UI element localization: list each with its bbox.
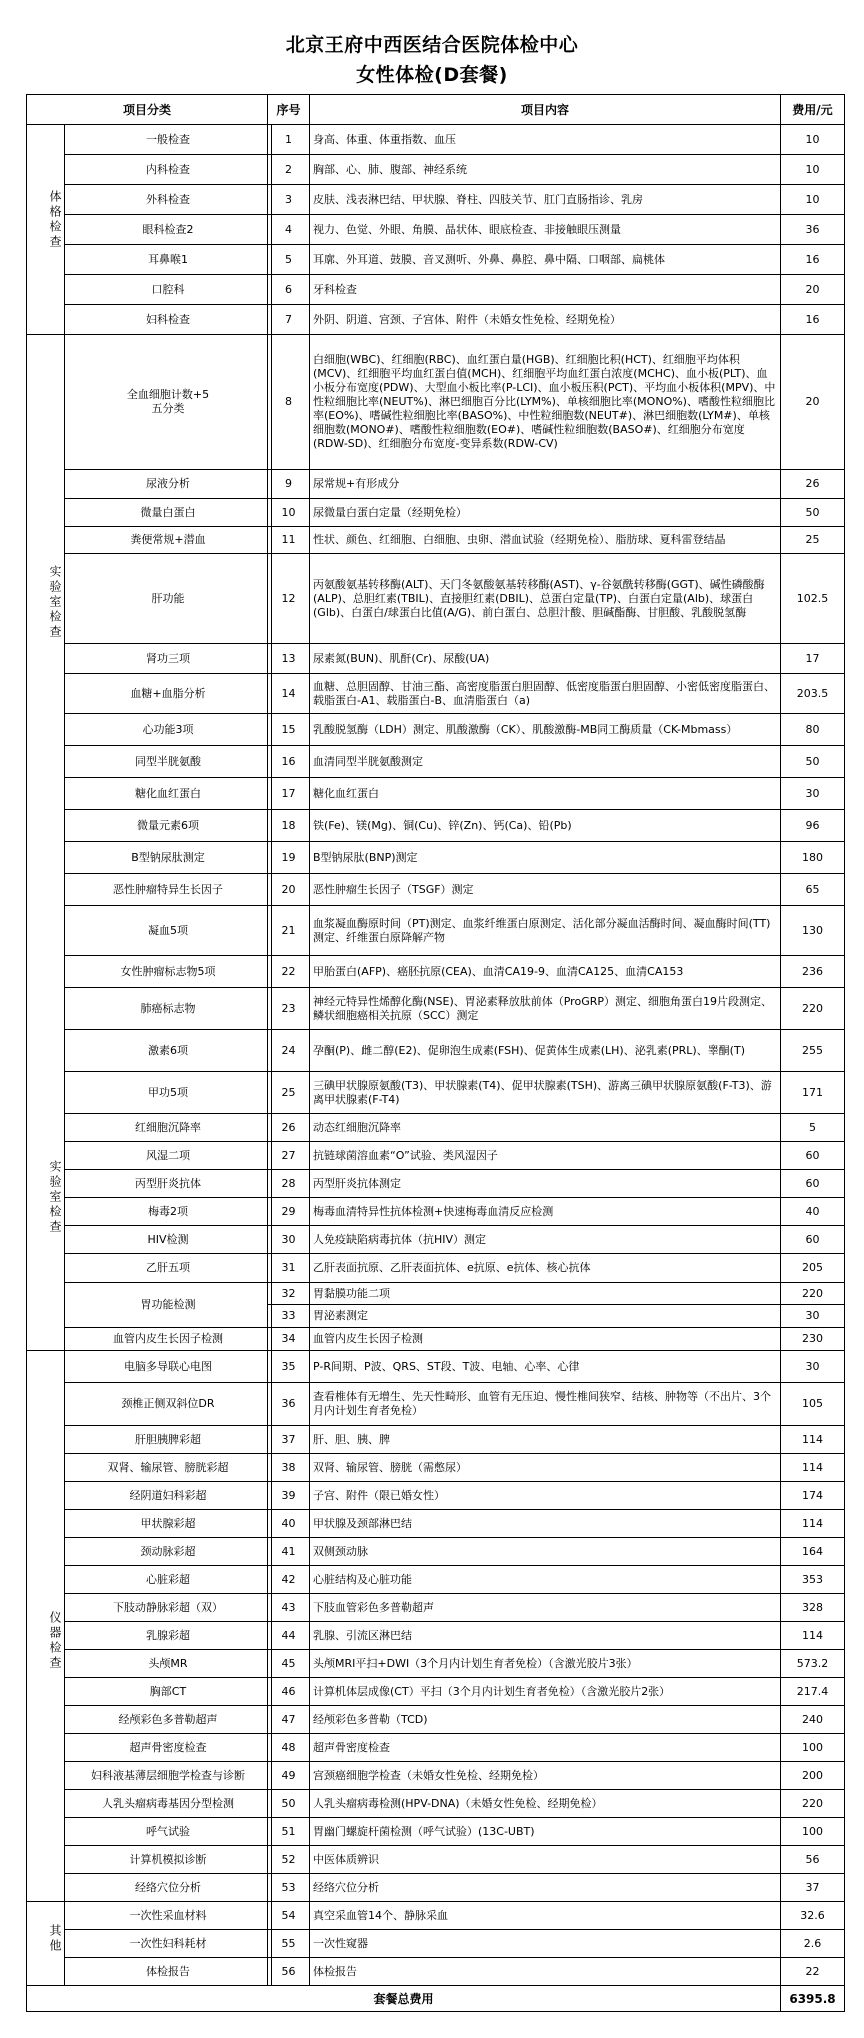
row-name: 外科检查	[64, 184, 272, 215]
row-fee: 10	[780, 124, 845, 155]
row-seq: 7	[267, 304, 310, 335]
row-seq: 48	[267, 1733, 310, 1762]
row-name: 微量白蛋白	[64, 498, 272, 527]
row-seq: 40	[267, 1509, 310, 1538]
row-seq: 4	[267, 214, 310, 245]
row-fee: 114	[780, 1425, 845, 1454]
row-fee: 353	[780, 1565, 845, 1594]
row-seq: 5	[267, 244, 310, 275]
row-fee: 60	[780, 1169, 845, 1198]
group-label: 实验室检查	[48, 1160, 62, 1235]
row-name: 甲状腺彩超	[64, 1509, 272, 1538]
total-label: 套餐总费用	[26, 1985, 781, 2012]
row-content: 双侧颈动脉	[309, 1537, 781, 1566]
row-name: 胸部CT	[64, 1677, 272, 1706]
row-content: 丙型肝炎抗体测定	[309, 1169, 781, 1198]
row-name: 风湿二项	[64, 1141, 272, 1170]
row-fee: 37	[780, 1873, 845, 1902]
row-name: 梅毒2项	[64, 1197, 272, 1226]
row-fee: 217.4	[780, 1677, 845, 1706]
row-seq: 51	[267, 1817, 310, 1846]
row-fee: 573.2	[780, 1649, 845, 1678]
row-name: 一般检查	[64, 124, 272, 155]
row-content: 子宫、附件（限已婚女性）	[309, 1481, 781, 1510]
row-name: 肝胆胰脾彩超	[64, 1425, 272, 1454]
row-fee: 20	[780, 334, 845, 470]
row-name: 红细胞沉降率	[64, 1113, 272, 1142]
row-fee: 20	[780, 274, 845, 305]
row-name: 眼科检查2	[64, 214, 272, 245]
row-fee: 22	[780, 1957, 845, 1986]
row-fee: 114	[780, 1453, 845, 1482]
header-fee: 费用/元	[780, 94, 845, 125]
row-fee: 17	[780, 643, 845, 674]
row-name: 一次性妇科耗材	[64, 1929, 272, 1958]
row-seq: 14	[267, 673, 310, 714]
row-content: 乙肝表面抗原、乙肝表面抗体、e抗原、e抗体、核心抗体	[309, 1253, 781, 1283]
row-fee: 130	[780, 905, 845, 956]
row-seq: 36	[267, 1382, 310, 1426]
row-name: 双肾、输尿管、膀胱彩超	[64, 1453, 272, 1482]
row-name: 血管内皮生长因子检测	[64, 1327, 272, 1351]
row-seq: 42	[267, 1565, 310, 1594]
row-fee: 203.5	[780, 673, 845, 714]
row-name: 尿液分析	[64, 469, 272, 499]
row-content: 头颅MRI平扫+DWI（3个月内计划生育者免检）（含激光胶片3张）	[309, 1649, 781, 1678]
row-name: 血糖+血脂分析	[64, 673, 272, 714]
row-fee: 30	[780, 1304, 845, 1328]
row-seq: 34	[267, 1327, 310, 1351]
row-name: 经络穴位分析	[64, 1873, 272, 1902]
row-seq: 45	[267, 1649, 310, 1678]
row-name: 恶性肿瘤特异生长因子	[64, 873, 272, 906]
group-label: 体格检查	[48, 190, 62, 250]
header-category: 项目分类	[26, 94, 268, 125]
row-content: 牙科检查	[309, 274, 781, 305]
row-fee: 220	[780, 1789, 845, 1818]
row-name: 粪便常规+潜血	[64, 526, 272, 554]
row-fee: 205	[780, 1253, 845, 1283]
row-seq: 29	[267, 1197, 310, 1226]
group-cell	[26, 1901, 65, 1986]
row-name: 同型半胱氨酸	[64, 745, 272, 778]
row-seq: 44	[267, 1621, 310, 1650]
row-content: B型钠尿肽(BNP)测定	[309, 841, 781, 874]
row-name: 糖化血红蛋白	[64, 777, 272, 810]
row-fee: 16	[780, 304, 845, 335]
row-fee: 50	[780, 498, 845, 527]
row-seq: 56	[267, 1957, 310, 1986]
row-seq: 8	[267, 334, 310, 470]
row-content: 外阴、阴道、宫颈、子宫体、附件（未婚女性免检、经期免检）	[309, 304, 781, 335]
row-name: 颈椎正侧双斜位DR	[64, 1382, 272, 1426]
row-fee: 2.6	[780, 1929, 845, 1958]
row-content: 恶性肿瘤生长因子（TSGF）测定	[309, 873, 781, 906]
row-seq: 2	[267, 154, 310, 185]
row-seq: 12	[267, 553, 310, 644]
row-content: 超声骨密度检查	[309, 1733, 781, 1762]
row-seq: 52	[267, 1845, 310, 1874]
row-content: 乳酸脱氢酶（LDH）测定、肌酸激酶（CK）、肌酸激酶-MB同工酶质量（CK-Mbmass）	[309, 713, 781, 746]
row-content: 宫颈癌细胞学检查（未婚女性免检、经期免检）	[309, 1761, 781, 1790]
row-fee: 114	[780, 1621, 845, 1650]
row-seq: 19	[267, 841, 310, 874]
row-content: 人免疫缺陷病毒抗体（抗HIV）测定	[309, 1225, 781, 1254]
row-name: 微量元素6项	[64, 809, 272, 842]
header-content: 项目内容	[309, 94, 781, 125]
row-fee: 50	[780, 745, 845, 778]
row-seq: 54	[267, 1901, 310, 1930]
row-fee: 100	[780, 1733, 845, 1762]
row-content: 肝、胆、胰、脾	[309, 1425, 781, 1454]
group-label: 其他	[48, 1924, 62, 1954]
row-name: 激素6项	[64, 1029, 272, 1072]
row-fee: 60	[780, 1141, 845, 1170]
row-fee: 220	[780, 1282, 845, 1305]
row-name: 口腔科	[64, 274, 272, 305]
row-content: 糖化血红蛋白	[309, 777, 781, 810]
row-content: 胸部、心、肺、腹部、神经系统	[309, 154, 781, 185]
row-seq: 26	[267, 1113, 310, 1142]
row-content: 动态红细胞沉降率	[309, 1113, 781, 1142]
row-fee: 174	[780, 1481, 845, 1510]
row-content: 查看椎体有无增生、先天性畸形、血管有无压迫、慢性椎间狭窄、结核、肿物等（不出片、3个月内计划生育者免检）	[309, 1382, 781, 1426]
row-name: 一次性采血材料	[64, 1901, 272, 1930]
row-content: 心脏结构及心脏功能	[309, 1565, 781, 1594]
row-fee: 328	[780, 1593, 845, 1622]
row-content: 下肢血管彩色多普勒超声	[309, 1593, 781, 1622]
row-content: 孕酮(P)、雌二醇(E2)、促卵泡生成素(FSH)、促黄体生成素(LH)、泌乳素(PRL)、睾酮(T)	[309, 1029, 781, 1072]
row-seq: 27	[267, 1141, 310, 1170]
row-seq: 31	[267, 1253, 310, 1283]
row-seq: 20	[267, 873, 310, 906]
row-seq: 25	[267, 1071, 310, 1114]
row-content: 身高、体重、体重指数、血压	[309, 124, 781, 155]
row-content: 视力、色觉、外眼、角膜、晶状体、眼底检查、非接触眼压测量	[309, 214, 781, 245]
row-fee: 36	[780, 214, 845, 245]
row-content: 中医体质辨识	[309, 1845, 781, 1874]
row-fee: 240	[780, 1705, 845, 1734]
row-fee: 114	[780, 1509, 845, 1538]
row-content: 三碘甲状腺原氨酸(T3)、甲状腺素(T4)、促甲状腺素(TSH)、游离三碘甲状腺原氨酸(F-T3)、游离甲状腺素(F-T4)	[309, 1071, 781, 1114]
group-cell	[26, 124, 65, 335]
row-content: 耳廓、外耳道、鼓膜、音叉测听、外鼻、鼻腔、鼻中隔、口咽部、扁桃体	[309, 244, 781, 275]
row-seq: 13	[267, 643, 310, 674]
row-fee: 105	[780, 1382, 845, 1426]
row-fee: 236	[780, 955, 845, 988]
row-content: 胃黏膜功能二项	[309, 1282, 781, 1305]
row-seq: 16	[267, 745, 310, 778]
row-name: 经阴道妇科彩超	[64, 1481, 272, 1510]
row-seq: 33	[267, 1304, 310, 1328]
row-fee: 40	[780, 1197, 845, 1226]
row-content: 尿微量白蛋白定量（经期免检）	[309, 498, 781, 527]
row-name: 头颅MR	[64, 1649, 272, 1678]
row-content: 血管内皮生长因子检测	[309, 1327, 781, 1351]
row-content: 血糖、总胆固醇、甘油三酯、高密度脂蛋白胆固醇、低密度脂蛋白胆固醇、小密低密度脂蛋白、载脂蛋白-A1、载脂蛋白-B、血清脂蛋白（a)	[309, 673, 781, 714]
row-seq: 47	[267, 1705, 310, 1734]
row-fee: 102.5	[780, 553, 845, 644]
row-content: 一次性窥器	[309, 1929, 781, 1958]
row-name: 乙肝五项	[64, 1253, 272, 1283]
group-cell	[26, 1350, 65, 1902]
row-fee: 220	[780, 987, 845, 1030]
row-name: 妇科液基薄层细胞学检查与诊断	[64, 1761, 272, 1790]
row-name: 经颅彩色多普勒超声	[64, 1705, 272, 1734]
row-seq: 9	[267, 469, 310, 499]
row-seq: 32	[267, 1282, 310, 1305]
row-fee: 10	[780, 154, 845, 185]
row-content: 胃幽门螺旋杆菌检测（呼气试验）(13C-UBT)	[309, 1817, 781, 1846]
row-content: 体检报告	[309, 1957, 781, 1986]
row-name: 心功能3项	[64, 713, 272, 746]
row-seq: 24	[267, 1029, 310, 1072]
row-content: 白细胞(WBC)、红细胞(RBC)、血红蛋白量(HGB)、红细胞比积(HCT)、红细胞平均体积(MCV)、红细胞平均血红蛋白值(MCH)、红细胞平均血红蛋白浓度(MCHC)、血小板(PLT)、血小板分布宽度(PDW)、大型血小板比率(P-LCI)、血小板压积(PCT)、平均血小板体积(MPV)、中性粒细胞比率(NEUT%)、淋巴细胞百分比(LYM%)、单核细胞比率(MONO%)、嗜酸性粒细胞比率(EO%)、嗜碱性粒细胞比率(BASO%)、中性粒细胞数(NEUT#)、淋巴细胞数(LYM#)、单核细胞数(MONO#)、嗜酸性粒细胞数(EO#)、嗜碱性粒细胞数(BASO#)、红细胞分布宽度(RDW-SD)、红细胞分布宽度-变异系数(RDW-CV)	[309, 334, 781, 470]
row-seq: 35	[267, 1350, 310, 1383]
row-content: 神经元特异性烯醇化酶(NSE)、胃泌素释放肽前体（ProGRP）测定、细胞角蛋白19片段测定、鳞状细胞癌相关抗原（SCC）测定	[309, 987, 781, 1030]
row-name: 电脑多导联心电图	[64, 1350, 272, 1383]
row-content: 尿素氮(BUN)、肌酐(Cr)、尿酸(UA)	[309, 643, 781, 674]
row-content: 双肾、输尿管、膀胱（需憋尿）	[309, 1453, 781, 1482]
row-seq: 38	[267, 1453, 310, 1482]
row-seq: 23	[267, 987, 310, 1030]
row-seq: 6	[267, 274, 310, 305]
row-fee: 25	[780, 526, 845, 554]
row-fee: 164	[780, 1537, 845, 1566]
row-name: 内科检查	[64, 154, 272, 185]
row-name: 计算机模拟诊断	[64, 1845, 272, 1874]
row-name: 肾功三项	[64, 643, 272, 674]
row-fee: 96	[780, 809, 845, 842]
row-fee: 171	[780, 1071, 845, 1114]
row-name: 女性肿瘤标志物5项	[64, 955, 272, 988]
row-seq: 18	[267, 809, 310, 842]
row-content: 经络穴位分析	[309, 1873, 781, 1902]
row-content: 梅毒血清特异性抗体检测+快速梅毒血清反应检测	[309, 1197, 781, 1226]
row-content: 尿常规+有形成分	[309, 469, 781, 499]
row-fee: 16	[780, 244, 845, 275]
row-seq: 21	[267, 905, 310, 956]
row-fee: 255	[780, 1029, 845, 1072]
row-fee: 30	[780, 1350, 845, 1383]
row-seq: 30	[267, 1225, 310, 1254]
row-name: 丙型肝炎抗体	[64, 1169, 272, 1198]
row-content: 铁(Fe)、镁(Mg)、铜(Cu)、锌(Zn)、钙(Ca)、铅(Pb)	[309, 809, 781, 842]
row-name: 甲功5项	[64, 1071, 272, 1114]
row-fee: 30	[780, 777, 845, 810]
row-content: 甲胎蛋白(AFP)、癌胚抗原(CEA)、血清CA19-9、血清CA125、血清CA153	[309, 955, 781, 988]
row-content: 性状、颜色、红细胞、白细胞、虫卵、潜血试验（经期免检）、脂肪球、夏科雷登结晶	[309, 526, 781, 554]
row-fee: 56	[780, 1845, 845, 1874]
row-name: 超声骨密度检查	[64, 1733, 272, 1762]
row-seq: 43	[267, 1593, 310, 1622]
row-fee: 5	[780, 1113, 845, 1142]
row-fee: 80	[780, 713, 845, 746]
row-name: 凝血5项	[64, 905, 272, 956]
row-content: 计算机体层成像(CT）平扫（3个月内计划生育者免检）（含激光胶片2张）	[309, 1677, 781, 1706]
row-seq: 46	[267, 1677, 310, 1706]
row-content: 甲状腺及颈部淋巴结	[309, 1509, 781, 1538]
row-seq: 22	[267, 955, 310, 988]
row-name: 胃功能检测	[64, 1282, 272, 1328]
row-name: 心脏彩超	[64, 1565, 272, 1594]
row-seq: 37	[267, 1425, 310, 1454]
row-content: 胃泌素测定	[309, 1304, 781, 1328]
row-name: 人乳头瘤病毒基因分型检测	[64, 1789, 272, 1818]
row-seq: 10	[267, 498, 310, 527]
row-name: 呼气试验	[64, 1817, 272, 1846]
row-seq: 50	[267, 1789, 310, 1818]
row-content: 丙氨酸氨基转移酶(ALT)、天门冬氨酸氨基转移酶(AST)、γ-谷氨酰转移酶(GGT)、碱性磷酸酶(ALP)、总胆红素(TBIL)、直接胆红素(DBIL)、总蛋白定量(TP)、白蛋白定量(Alb)、球蛋白(Glb)、白蛋白/球蛋白比值(A/G)、前白蛋白、总胆汁酸、胆碱酯酶、甘胆酸、乳酸脱氢酶	[309, 553, 781, 644]
row-fee: 10	[780, 184, 845, 215]
total-value: 6395.8	[780, 1985, 845, 2012]
row-name: 耳鼻喉1	[64, 244, 272, 275]
group-cell	[26, 334, 65, 1351]
row-fee: 26	[780, 469, 845, 499]
row-name: 肺癌标志物	[64, 987, 272, 1030]
row-content: P-R间期、P波、QRS、ST段、T波、电轴、心率、心律	[309, 1350, 781, 1383]
row-name: 肝功能	[64, 553, 272, 644]
row-fee: 65	[780, 873, 845, 906]
row-content: 抗链球菌溶血素“O”试验、类风湿因子	[309, 1141, 781, 1170]
row-fee: 230	[780, 1327, 845, 1351]
row-fee: 32.6	[780, 1901, 845, 1930]
header-seq: 序号	[267, 94, 310, 125]
row-seq: 49	[267, 1761, 310, 1790]
row-name: 全血细胞计数+5 五分类	[64, 334, 272, 470]
row-seq: 55	[267, 1929, 310, 1958]
row-seq: 39	[267, 1481, 310, 1510]
group-label: 实验室检查	[48, 565, 62, 640]
row-content: 真空采血管14个、静脉采血	[309, 1901, 781, 1930]
group-label: 仪器检查	[48, 1611, 62, 1671]
row-content: 人乳头瘤病毒检测(HPV-DNA)（未婚女性免检、经期免检）	[309, 1789, 781, 1818]
row-content: 经颅彩色多普勒（TCD)	[309, 1705, 781, 1734]
row-fee: 180	[780, 841, 845, 874]
row-seq: 1	[267, 124, 310, 155]
row-name: B型钠尿肽测定	[64, 841, 272, 874]
row-seq: 11	[267, 526, 310, 554]
row-content: 血浆凝血酶原时间（PT)测定、血浆纤维蛋白原测定、活化部分凝血活酶时间、凝血酶时间(TT)测定、纤维蛋白原降解产物	[309, 905, 781, 956]
row-seq: 41	[267, 1537, 310, 1566]
row-content: 乳腺、引流区淋巴结	[309, 1621, 781, 1650]
row-fee: 60	[780, 1225, 845, 1254]
row-name: 乳腺彩超	[64, 1621, 272, 1650]
row-name: 妇科检查	[64, 304, 272, 335]
row-name: 颈动脉彩超	[64, 1537, 272, 1566]
row-seq: 53	[267, 1873, 310, 1902]
row-name: 下肢动静脉彩超（双）	[64, 1593, 272, 1622]
page-subtitle: 女性体检(D套餐)	[356, 64, 508, 86]
row-fee: 200	[780, 1761, 845, 1790]
row-seq: 3	[267, 184, 310, 215]
row-content: 血清同型半胱氨酸测定	[309, 745, 781, 778]
row-content: 皮肤、浅表淋巴结、甲状腺、脊柱、四肢关节、肛门直肠指诊、乳房	[309, 184, 781, 215]
row-name: HIV检测	[64, 1225, 272, 1254]
row-seq: 15	[267, 713, 310, 746]
row-seq: 28	[267, 1169, 310, 1198]
page-title: 北京王府中西医结合医院体检中心	[285, 34, 579, 56]
row-name: 体检报告	[64, 1957, 272, 1986]
row-fee: 100	[780, 1817, 845, 1846]
row-seq: 17	[267, 777, 310, 810]
